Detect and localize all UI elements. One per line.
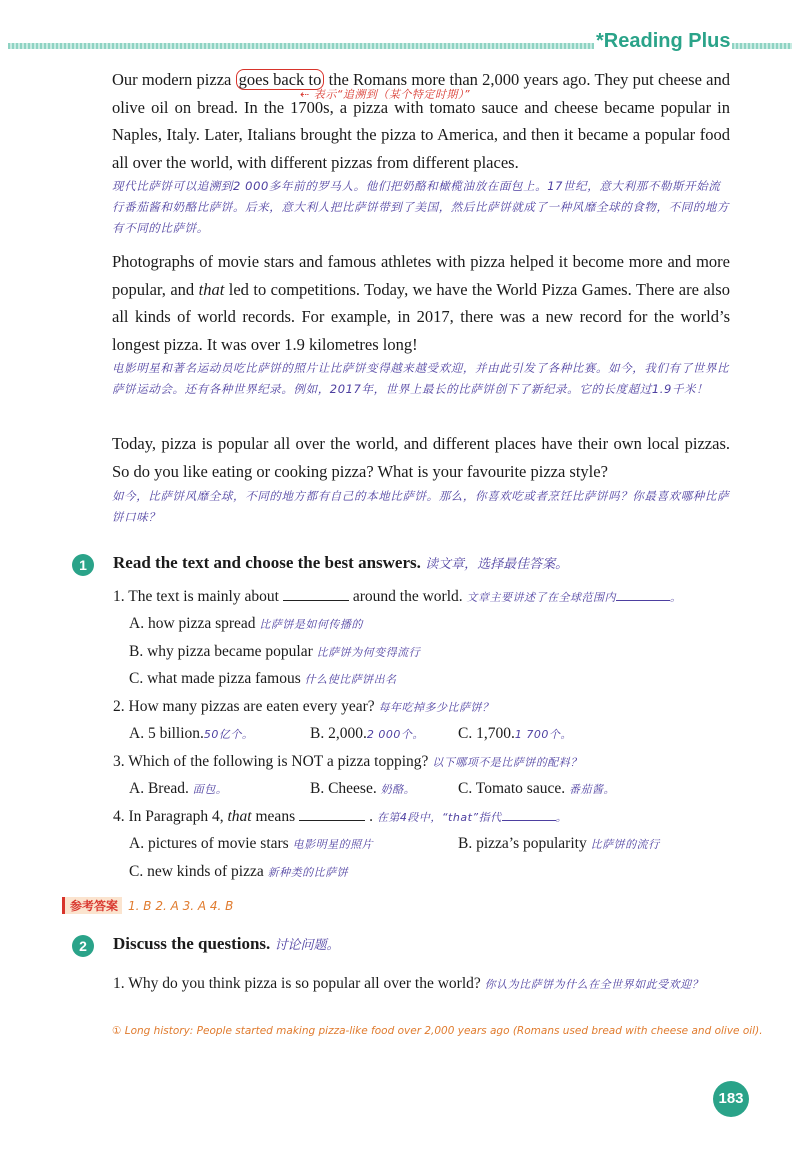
italic-that: that (198, 279, 225, 299)
question-3 (113, 753, 582, 771)
section-1-title (113, 553, 568, 573)
option-4a[interactable] (129, 835, 373, 853)
option-text: B. 2,000. (310, 725, 367, 742)
option-3c[interactable] (458, 780, 615, 798)
arrow-icon: ⇠ (300, 88, 310, 101)
section-1-number: 1 (72, 554, 94, 576)
option-zh: 2 000个。 (366, 728, 424, 741)
question-4 (113, 808, 567, 826)
section-1-title-zh: 读文章，选择最佳答案。 (425, 557, 569, 572)
paragraph-1 (112, 66, 730, 176)
option-1c[interactable] (129, 670, 397, 688)
option-2c[interactable] (458, 725, 572, 743)
question-2-zh: 每年吃掉多少比萨饼？ (378, 701, 494, 714)
paragraph-2-start: Photographs of movie stars and famous athletes with pizza helped it become more and more popular, and (112, 252, 730, 299)
option-zh: 1 700个。 (514, 728, 572, 741)
paragraph-2 (112, 248, 730, 358)
option-text: B. Cheese. (310, 780, 377, 797)
paragraph-1-rest: the Romans more than 2,000 years ago. They put cheese and olive oil on bread. In the 1700s, a pizza with tomato sauce and cheese became popular in Naples, Italy. Later, Italians brought the pizza to America, and then it became a popular food all over the world, with different pizzas from different places. (112, 70, 731, 172)
section-2-number: 2 (72, 935, 94, 957)
section-header-title: *Reading Plus (596, 30, 731, 52)
option-1b[interactable] (129, 643, 420, 661)
question-1-zh-end: 。 (670, 591, 682, 604)
question-3-zh: 以下哪项不是比萨饼的配料？ (432, 756, 582, 769)
question-1-zh: 文章主要讲述了在全球范围内 (466, 591, 617, 604)
section-2-title (113, 934, 340, 954)
option-zh: 比萨饼的流行 (590, 838, 660, 851)
question-1-start: 1. The text is mainly about (113, 588, 279, 605)
paragraph-2-rest: led to competitions. Today, we have the World Pizza Games. There are also all kinds of world records. For example, in 2017, there was a new record for the world’s longest pizza. It was over 1.9 kilometres long! (112, 279, 730, 354)
option-zh: 电影明星的照片 (292, 838, 374, 851)
question-4-zh: 在第4段中，“that”指代 (376, 811, 502, 824)
question-4-end: . (369, 808, 373, 825)
option-zh: 新种类的比萨饼 (267, 866, 349, 879)
option-2b[interactable] (310, 725, 424, 743)
option-4b[interactable] (458, 835, 660, 853)
circled-phrase: goes back to (236, 69, 325, 90)
option-text: A. how pizza spread (129, 615, 256, 632)
paragraph-3: Today, pizza is popular all over the world, and different places have their own local pizzas. So do you like eating or cooking pizza? What is your favourite pizza style? (112, 434, 730, 481)
question-3-text: 3. Which of the following is NOT a pizza topping? (113, 753, 429, 770)
answer-key-label: 参考答案 (62, 897, 122, 914)
paragraph-2-translation: 电影明星和著名运动员吃比萨饼的照片让比萨饼变得越来越受欢迎，并由此引发了各种比赛。如今，我们有了世界比萨饼运动会。还有各种世界纪录。例如，2017年，世界上最长的比萨饼创下了新纪录。它的长度超过1.9千米！ (112, 361, 730, 396)
phrase-annotation (300, 86, 470, 102)
discussion-question-text: 1. Why do you think pizza is so popular all over the world? (113, 975, 481, 992)
answer-key-values: 1. B 2. A 3. A 4. B (128, 899, 234, 913)
option-text: A. pictures of movie stars (129, 835, 289, 852)
option-zh: 比萨饼为何变得流行 (316, 646, 421, 659)
annotation-text: 表示“追溯到（某个特定时期）” (313, 88, 471, 101)
italic-that: that (227, 808, 252, 825)
option-text: C. 1,700. (458, 725, 515, 742)
option-text: C. what made pizza famous (129, 670, 301, 687)
option-zh: 什么使比萨饼出名 (304, 673, 397, 686)
option-2a[interactable] (129, 725, 253, 743)
option-3a[interactable] (129, 780, 227, 798)
question-4-zh-end: 。 (555, 811, 568, 824)
question-1 (113, 588, 682, 606)
section-1-title-en: Read the text and choose the best answers. (113, 553, 421, 572)
discussion-question-1 (113, 970, 738, 998)
paragraph-3-translation: 如今，比萨饼风靡全球，不同的地方都有自己的本地比萨饼。那么，你喜欢吃或者烹饪比萨饼吗？你最喜欢哪种比萨饼口味？ (112, 489, 730, 524)
section-2-title-zh: 讨论问题。 (274, 938, 340, 953)
option-text: A. 5 billion. (129, 725, 204, 742)
question-2 (113, 698, 494, 716)
option-zh: 50亿个。 (203, 728, 254, 741)
option-zh: 比萨饼是如何传播的 (259, 618, 363, 631)
question-2-text: 2. How many pizzas are eaten every year? (113, 698, 375, 715)
option-zh: 面包。 (192, 783, 228, 796)
option-3b[interactable] (310, 780, 415, 798)
section-2-title-en: Discuss the questions. (113, 934, 271, 953)
option-text: C. new kinds of pizza (129, 863, 264, 880)
option-text: B. why pizza became popular (129, 643, 313, 660)
answer-key (62, 897, 233, 914)
option-text: C. Tomato sauce. (458, 780, 566, 797)
question-1-end: around the world. (352, 588, 463, 605)
page-number: 183 (713, 1081, 749, 1117)
answer-blank-zh (502, 810, 556, 821)
question-4-means: means (255, 808, 296, 825)
option-4c[interactable] (129, 863, 348, 881)
option-zh: 番茄酱。 (568, 783, 615, 796)
answer-hint: ① Long history: People started making pizza-like food over 2,000 years ago (Romans used bread with cheese and olive oil). (112, 1025, 763, 1037)
header-rule-right (728, 43, 792, 49)
paragraph-1-translation: 现代比萨饼可以追溯到2 000多年前的罗马人。他们把奶酪和橄榄油放在面包上。17世纪，意大利那不勒斯开始流行番茄酱和奶酪比萨饼。后来，意大利人把比萨饼带到了美国，然后比萨饼就成了一种风靡全球的食物，不同的地方有不同的比萨饼。 (112, 179, 730, 235)
answer-blank[interactable] (299, 808, 365, 821)
discussion-question-zh: 你认为比萨饼为什么在全世界如此受欢迎？ (484, 978, 704, 991)
answer-blank-zh (616, 590, 670, 601)
question-4-start: 4. In Paragraph 4, (113, 808, 224, 825)
option-text: B. pizza’s popularity (458, 835, 587, 852)
answer-blank[interactable] (283, 588, 349, 601)
option-text: A. Bread. (129, 780, 189, 797)
option-zh: 奶酪。 (380, 783, 416, 796)
paragraph-1-start: Our modern pizza (112, 70, 236, 89)
option-1a[interactable] (129, 615, 363, 633)
